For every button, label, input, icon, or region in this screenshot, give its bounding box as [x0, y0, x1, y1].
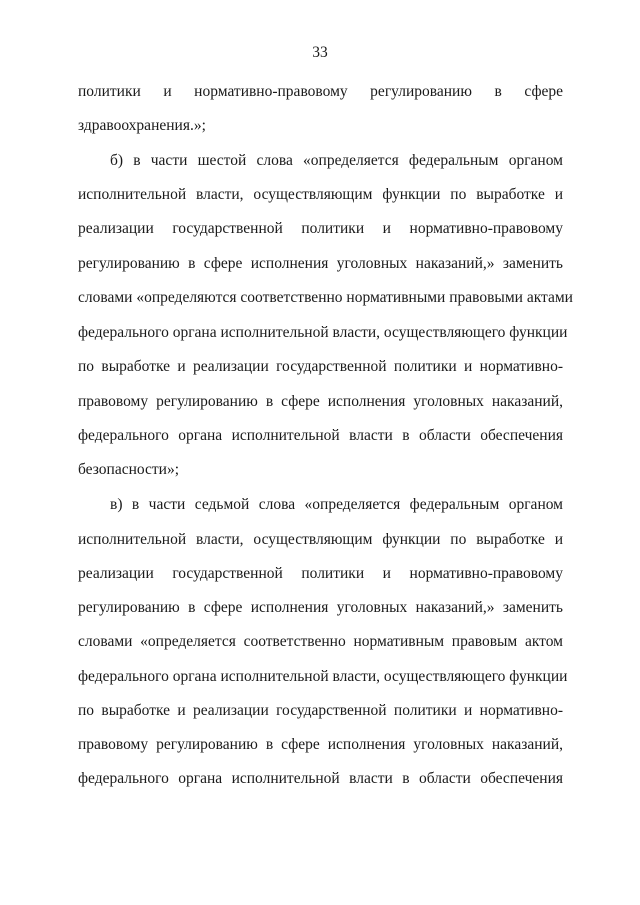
paragraph-line: политики и нормативно-правовому регулированию в сфере: [78, 83, 563, 100]
paragraph-line: по выработке и реализации государственной политики и нормативно-: [78, 358, 563, 375]
paragraph-line: словами «определяется соответственно нормативным правовым актом: [78, 633, 563, 650]
paragraph-line: федерального органа исполнительной власти в области обеспечения: [78, 770, 563, 787]
paragraph-line: правовому регулированию в сфере исполнения уголовных наказаний,: [78, 393, 563, 410]
paragraph-line: б) в части шестой слова «определяется федеральным органом: [110, 152, 563, 169]
paragraph-line: здравоохранения.»;: [78, 117, 206, 134]
paragraph-line: исполнительной власти, осуществляющим функции по выработке и: [78, 186, 563, 203]
paragraph-line: регулированию в сфере исполнения уголовных наказаний,» заменить: [78, 255, 563, 272]
paragraph-line: федерального органа исполнительной власти, осуществляющего функции: [78, 668, 568, 685]
paragraph-line: словами «определяются соответственно нормативными правовыми актами: [78, 289, 573, 306]
paragraph-line: по выработке и реализации государственной политики и нормативно-: [78, 702, 563, 719]
paragraph-line: безопасности»;: [78, 461, 180, 478]
paragraph-line: реализации государственной политики и нормативно-правовому: [78, 565, 563, 582]
paragraph-line: реализации государственной политики и нормативно-правовому: [78, 220, 563, 237]
paragraph-line: федерального органа исполнительной власти в области обеспечения: [78, 427, 563, 444]
paragraph-line: в) в части седьмой слова «определяется федеральным органом: [110, 496, 563, 513]
paragraph-line: правовому регулированию в сфере исполнения уголовных наказаний,: [78, 736, 563, 753]
page-number: 33: [312, 44, 328, 61]
paragraph-line: регулированию в сфере исполнения уголовных наказаний,» заменить: [78, 599, 563, 616]
paragraph-line: исполнительной власти, осуществляющим функции по выработке и: [78, 531, 563, 548]
paragraph-line: федерального органа исполнительной власти, осуществляющего функции: [78, 324, 568, 341]
